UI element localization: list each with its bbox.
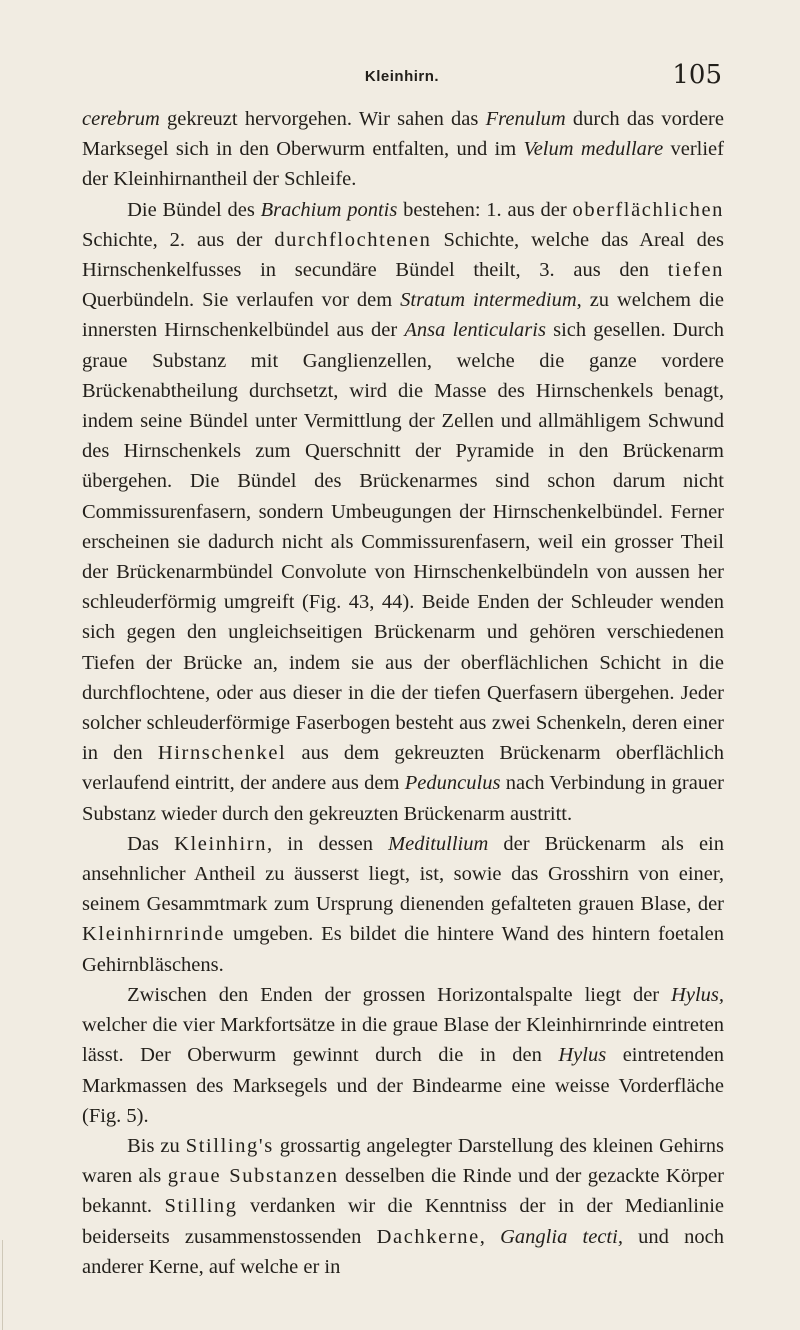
- text-run: Das: [127, 832, 175, 855]
- paragraph: [82, 980, 724, 1131]
- page-header: [82, 60, 722, 100]
- italic-term: Hylus: [558, 1044, 607, 1067]
- text-run: Bis zu: [127, 1134, 186, 1157]
- running-head: Kleinhirn.: [364, 68, 440, 85]
- body-text: [82, 104, 724, 1282]
- text-run: Zwischen den Enden der grossen Horizontalspalte liegt der: [127, 983, 672, 1006]
- italic-term: Brachium pontis: [260, 198, 398, 221]
- spaced-emphasis: Dachkerne: [376, 1225, 480, 1248]
- italic-term: Ganglia tecti,: [500, 1225, 623, 1248]
- text-run: welcher die vier Markfortsätze in die graue Blase der Kleinhirnrinde eintreten lässt. Der Oberwurm gewinnt durch die in den: [82, 1014, 724, 1067]
- text-run: Querbündeln. Sie verlaufen vor dem: [82, 289, 401, 312]
- italic-term: Hylus,: [671, 983, 724, 1006]
- page-number: 105: [672, 60, 722, 90]
- page-edge-shadow: [2, 1240, 3, 1330]
- text-run: durch das vordere Marksegel sich in den Oberwurm entfalten, und im: [82, 108, 724, 161]
- text-run: aus dem gekreuzten Brückenarm oberflächlich verlaufend eintritt, der andere aus dem: [82, 742, 725, 795]
- text-run: Die Bündel des: [127, 198, 261, 221]
- italic-term: cerebrum: [82, 108, 160, 130]
- italic-term: Pedunculus: [404, 772, 501, 795]
- spaced-emphasis: durchflochtenen: [274, 228, 432, 251]
- text-run: eintretenden Markmassen des Marksegels und der Bindearme eine weisse Vorderfläche (Fig. 5).: [82, 1044, 725, 1127]
- text-run: Schichte, 2. aus der: [82, 228, 275, 251]
- text-run: umgeben. Es bildet die hintere Wand des hintern foetalen Gehirnbläschens.: [82, 923, 724, 976]
- text-run: gekreuzt hervorgehen. Wir sahen das: [159, 108, 486, 130]
- spaced-emphasis: Stilling: [164, 1195, 238, 1218]
- text-run: , in dessen: [267, 832, 389, 855]
- spaced-emphasis: Hirnschenkel: [157, 742, 287, 765]
- italic-term: Stratum intermedium: [400, 289, 577, 312]
- spaced-emphasis: oberflächlichen: [572, 198, 724, 221]
- italic-term: Velum medullare: [523, 138, 664, 161]
- text-run: nach Verbindung in grauer Substanz wieder durch den gekreuzten Brückenarm austritt.: [82, 772, 725, 825]
- paragraph: [82, 1131, 724, 1282]
- paragraph: [82, 104, 724, 195]
- text-run: Schichte, welche das Areal des Hirnschenkelfusses in secundäre Bündel theilt, 3. aus den: [82, 228, 724, 282]
- text-run: , zu welchem die innersten Hirnschenkelbündel aus der: [82, 289, 724, 342]
- text-run: grossartig angelegter Darstellung des kleinen Gehirns waren als: [82, 1134, 724, 1188]
- text-run: der Brückenarm als ein ansehnlicher Antheil zu äusserst liegt, ist, sowie das Grosshirn von einer, seinem Gesammtmark zum Ursprung dienenden gefalteten grauen Blase, der: [82, 832, 724, 916]
- italic-term: Meditullium: [388, 832, 489, 855]
- spaced-emphasis: Stilling's: [185, 1134, 274, 1157]
- italic-term: Ansa lenticularis: [404, 319, 546, 342]
- text-run: verlief der Kleinhirnantheil der Schleife.: [82, 138, 724, 191]
- text-run: desselben die Rinde und der gezackte Körper bekannt.: [82, 1165, 724, 1218]
- spaced-emphasis: Kleinhirnrinde: [82, 923, 226, 946]
- spaced-emphasis: graue Substanzen: [167, 1165, 339, 1188]
- text-run: sich gesellen. Durch graue Substanz mit Ganglienzellen, welche die ganze vordere Brückenabtheilung durchsetzt, wird die Masse des Hirnschenkels benagt, indem seine Bündel unter Vermittlung der Zellen und allmähligem Schwund des Hirnschenkels zum Querschnitt der Pyramide in den Brückenarm übergehen. Die Bündel des Brückenarmes sind schon darum nicht Commissurenfasern, sondern Umbeugungen der Hirnschenkelbündel. Ferner erscheinen sie dadurch nicht als Commissurenfasern, weil ein grosser Theil der Brückenarmbündel Convolute von Hirnschenkelbündeln von aussen her schleuderförmig umgreift (Fig. 43, 44). Beide Enden der Schleuder wenden sich gegen den ungleichseitigen Brückenarm und gehören verschiedenen Tiefen der Brücke an, indem sie aus der oberflächlichen Schicht in die durchflochtene, oder aus dieser in die der tiefen Querfasern übergehen. Jeder solcher schleuderförmige Faserbogen besteht aus zwei Schenkeln, deren einer in den: [82, 319, 724, 765]
- spaced-emphasis: tiefen: [667, 259, 724, 282]
- text-run: bestehen: 1. aus der: [397, 198, 573, 221]
- paragraph: [82, 195, 724, 829]
- text-run: und noch anderer Kerne, auf welche er in: [82, 1225, 724, 1278]
- spaced-emphasis: Kleinhirn: [174, 832, 268, 855]
- paragraph: [82, 829, 724, 980]
- italic-term: Frenulum: [485, 108, 566, 130]
- text-run: ,: [479, 1225, 501, 1248]
- text-run: verdanken wir die Kenntniss der in der Medianlinie beiderseits zusammenstossenden: [82, 1195, 724, 1248]
